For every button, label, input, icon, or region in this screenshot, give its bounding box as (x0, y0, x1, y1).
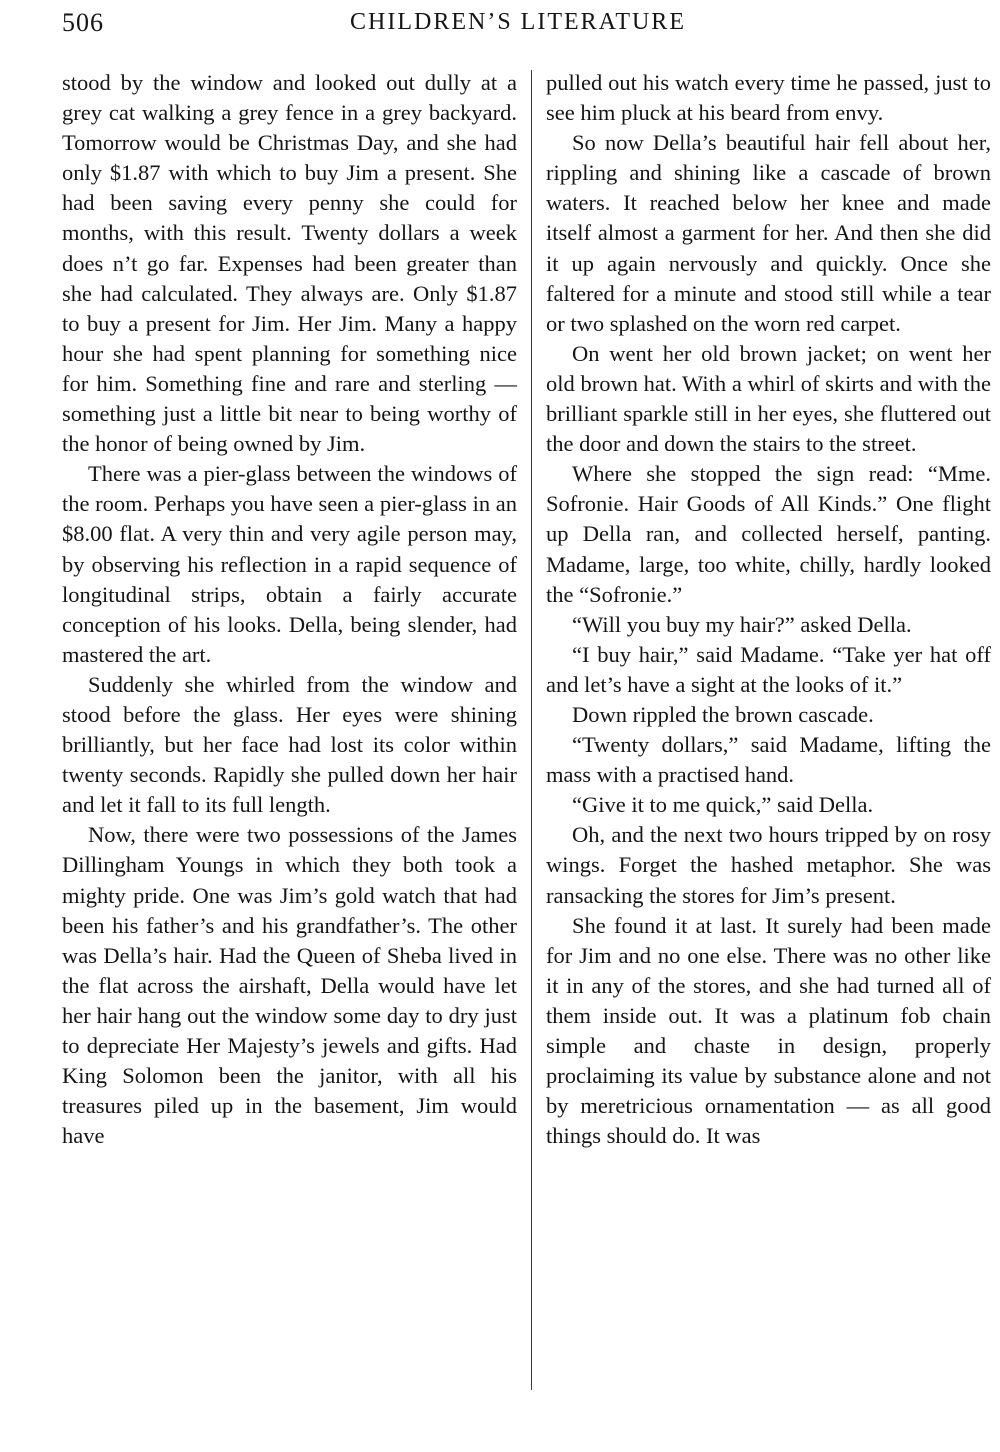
paragraph: “Twenty dollars,” said Madame, lifting the mass with a practised hand. (546, 732, 991, 788)
left-column (62, 68, 517, 1151)
paragraph: On went her old brown jacket; on went her old brown hat. With a whirl of skirts and with the brilliant sparkle still in her eyes, she fluttered out the door and down the stairs to the street. (546, 340, 991, 457)
page-number: 506 (62, 8, 104, 37)
paragraph: “Will you buy my hair?” asked Della. (572, 611, 912, 637)
running-title: CHILDREN’S LITERATURE (350, 9, 686, 35)
paragraph: Down rippled the brown cascade. (572, 701, 874, 727)
paragraph: stood by the window and looked out dully at a grey cat walking a grey fence in a grey backyard. Tomorrow would be Christmas Day, and she had only $1.87 with which to buy Jim a present. She had been saving every penny she could for months, with this result. Twenty dollars a week does n’t go far. Expenses had been greater than she had calculated. They always are. Only $1.87 to buy a present for Jim. Her Jim. Many a happy hour she had spent planning for something nice for him. Something fine and rare and sterling — something just a little bit near to being worthy of the honor of being owned by Jim. (62, 70, 517, 457)
paragraph: Now, there were two possessions of the James Dillingham Youngs in which they both took a mighty pride. One was Jim’s gold watch that had been his father’s and his grandfather’s. The other was Della’s hair. Had the Queen of Sheba lived in the flat across the airshaft, Della would have let her hair hang out the window some day to dry just to depreciate Her Majesty’s jewels and gifts. Had King Solomon been the janitor, with all his treasures piled up in the basement, Jim would have (62, 822, 517, 1149)
paragraph: So now Della’s beautiful hair fell about her, rippling and shining like a cascade of brown waters. It reached below her knee and made itself almost a garment for her. And then she did it up again nervously and quickly. Once she faltered for a minute and stood still while a tear or two splashed on the worn red carpet. (546, 130, 991, 336)
paragraph: “Give it to me quick,” said Della. (572, 792, 874, 818)
paragraph: She found it at last. It surely had been made for Jim and no one else. There was no other like it in any of the stores, and she had turned all of them inside out. It was a platinum fob chain simple and chaste in design, properly proclaiming its value by substance alone and not by meretricious ornamentation — as all good things should do. It was (546, 912, 991, 1149)
paragraph: There was a pier-glass between the windows of the room. Perhaps you have seen a pier-glass in an $8.00 flat. A very thin and very agile person may, by observing his reflection in a rapid sequence of longitudinal strips, obtain a fairly accurate conception of his looks. Della, being slender, had mastered the art. (62, 461, 517, 667)
right-column (546, 68, 991, 1151)
paragraph: Where she stopped the sign read: “Mme. Sofronie. Hair Goods of All Kinds.” One flight up Della ran, and collected herself, panting. Madame, large, too white, chilly, hardly looked the “Sofronie.” (546, 461, 991, 607)
paragraph: “I buy hair,” said Madame. “Take yer hat off and let’s have a sight at the looks of it.” (546, 641, 991, 697)
paragraph: pulled out his watch every time he passed, just to see him pluck at his beard from envy. (546, 70, 991, 126)
column-divider (531, 70, 532, 1390)
paragraph: Suddenly she whirled from the window and stood before the glass. Her eyes were shining brilliantly, but her face had lost its color within twenty seconds. Rapidly she pulled down her hair and let it fall to its full length. (62, 671, 517, 818)
paragraph: Oh, and the next two hours tripped by on rosy wings. Forget the hashed metaphor. She was ransacking the stores for Jim’s present. (546, 822, 991, 908)
